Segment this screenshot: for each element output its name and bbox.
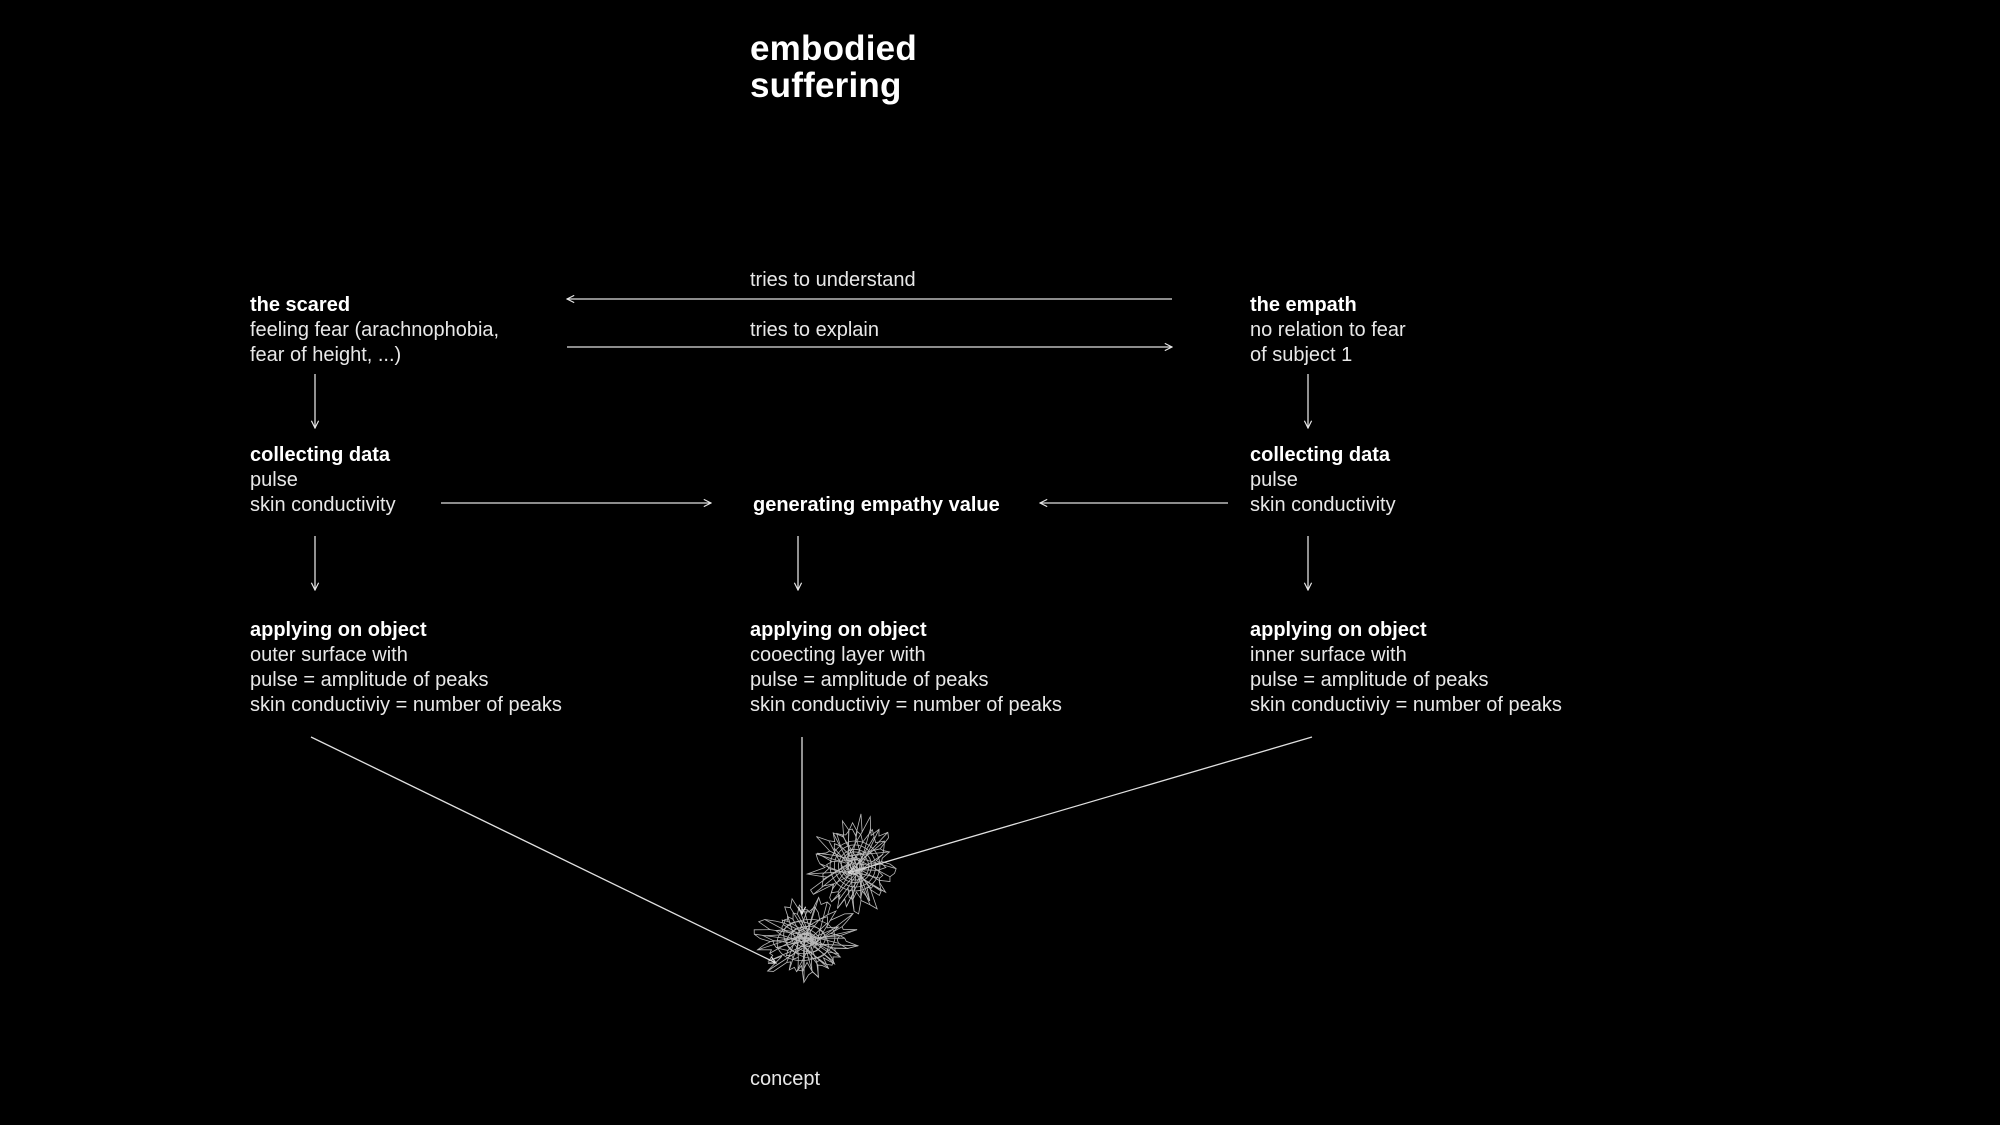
object-render <box>754 814 896 983</box>
apply-center-heading: applying on object <box>750 619 927 641</box>
collect-right-line-1: pulse <box>1250 469 1298 491</box>
apply-center-line-3: skin conductiviy = number of peaks <box>750 694 1062 716</box>
collect-left-line-1: pulse <box>250 469 298 491</box>
collect-right-block <box>1250 443 1396 518</box>
empath-line-1: no relation to fear <box>1250 319 1406 341</box>
explain-label: tries to explain <box>750 319 879 341</box>
collect-right-heading: collecting data <box>1250 444 1391 466</box>
apply-center-line-1: cooecting layer with <box>750 644 926 666</box>
apply-center-line-2: pulse = amplitude of peaks <box>750 669 989 691</box>
object-ray <box>799 915 828 932</box>
apply-right-line-3: skin conductiviy = number of peaks <box>1250 694 1562 716</box>
apply-right-line-1: inner surface with <box>1250 644 1407 666</box>
arrow-apply-right-to-object <box>848 737 1312 873</box>
apply-right-heading: applying on object <box>1250 619 1427 641</box>
footer-label: concept <box>750 1068 821 1090</box>
apply-left-line-1: outer surface with <box>250 644 408 666</box>
apply-center-block <box>750 618 1062 718</box>
scared-block <box>250 293 499 368</box>
empath-block <box>1250 293 1406 368</box>
understand-label: tries to understand <box>750 269 916 291</box>
title-line-2: suffering <box>750 66 902 105</box>
apply-left-block <box>250 618 562 718</box>
title-line-1: embodied <box>750 29 917 68</box>
collect-left-line-2: skin conductivity <box>250 494 396 516</box>
collect-left-block <box>250 443 396 518</box>
collect-left-heading: collecting data <box>250 444 391 466</box>
collect-right-line-2: skin conductivity <box>1250 494 1396 516</box>
apply-left-heading: applying on object <box>250 619 427 641</box>
empath-heading: the empath <box>1250 294 1357 316</box>
apply-left-line-2: pulse = amplitude of peaks <box>250 669 489 691</box>
apply-right-line-2: pulse = amplitude of peaks <box>1250 669 1489 691</box>
object-ray <box>807 930 857 941</box>
object-ray <box>848 831 849 864</box>
scared-line-1: feeling fear (arachnophobia, <box>250 319 500 341</box>
scared-heading: the scared <box>250 294 351 316</box>
empathy-label: generating empathy value <box>753 494 1000 516</box>
arrow-apply-left-to-object <box>311 737 776 963</box>
apply-left-line-3: skin conductiviy = number of peaks <box>250 694 562 716</box>
empath-line-2: of subject 1 <box>1250 344 1353 366</box>
apply-right-block <box>1250 618 1562 718</box>
scared-line-2: fear of height, ...) <box>250 344 402 366</box>
